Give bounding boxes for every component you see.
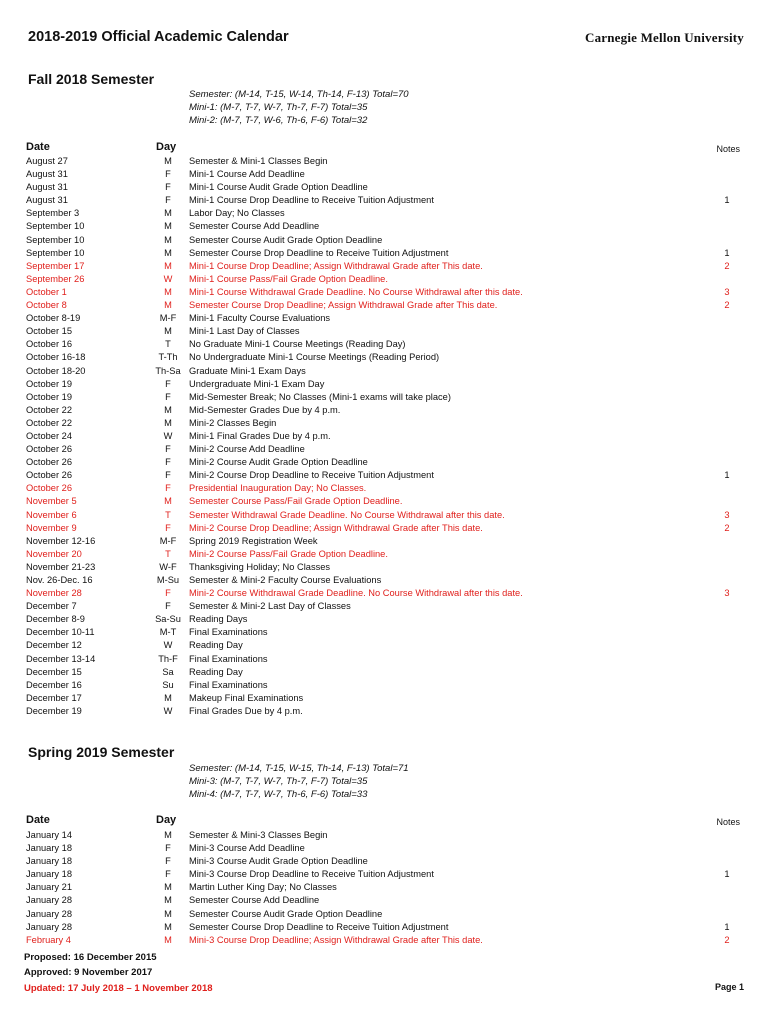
row-event: Mini-1 Course Add Deadline [189,169,305,180]
row-event: Mid-Semester Break; No Classes (Mini-1 exams will take place) [189,391,451,402]
row-note: 3 [724,509,730,520]
row-date: December 13-14 [26,653,96,664]
row-date: October 22 [26,417,72,428]
row-note: 2 [724,260,730,271]
row-event: Makeup Final Examinations [189,692,304,703]
row-event: Final Examinations [189,679,268,690]
row-date: January 21 [26,882,72,893]
table-row [0,312,768,325]
row-date: January 18 [26,843,72,854]
page-number: Page 1 [714,982,744,992]
table-row [0,639,768,652]
table-row [0,842,768,855]
row-date: January 14 [26,830,72,840]
fall-meta-mini-2: Mini-2: (M-7, T-7, W-6, Th-6, F-6) Total=32 [189,115,368,126]
row-date: December 12 [26,640,82,651]
table-row [0,456,768,469]
spring-notes-header: Notes [716,817,740,827]
row-event: Semester Course Drop Deadline; Assign Withdrawal Grade after This date. [189,300,498,311]
table-row [0,535,768,548]
row-date: October 26 [26,457,72,468]
proposed-date: Proposed: 16 December 2015 [24,952,157,963]
row-day: M [164,300,172,311]
row-date: November 5 [26,496,77,507]
row-event: Final Grades Due by 4 p.m. [189,705,303,716]
row-event: Mini-2 Classes Begin [189,417,277,428]
table-row [0,561,768,574]
row-date: November 20 [26,548,82,559]
table-row [0,194,768,207]
row-event: Mini-2 Course Add Deadline [189,444,305,455]
table-row [0,692,768,705]
row-day: M [164,326,172,337]
row-date: Nov. 26-Dec. 16 [26,575,93,585]
row-event: Reading Day [189,666,243,677]
row-date: December 17 [26,692,82,703]
row-day: F [165,169,171,180]
table-row [0,469,768,482]
row-day: F [165,869,171,880]
row-event: Semester Course Audit Grade Option Deadline [189,908,383,919]
spring-day-header: Day [156,814,177,826]
row-date: October 26 [26,483,72,494]
table-row [0,234,768,247]
row-event: Semester & Mini-1 Classes Begin [189,156,328,166]
table-row [0,155,768,168]
row-day: T [165,509,171,520]
row-date: August 31 [26,169,68,180]
table-row [0,391,768,404]
table-row [0,908,768,921]
row-day: F [165,182,171,193]
row-event: Mid-Semester Grades Due by 4 p.m. [189,404,341,415]
university-name: Carnegie Mellon University [584,30,744,45]
table-row [0,666,768,679]
row-event: Final Examinations [189,653,268,664]
row-day: M-F [159,313,177,324]
spring-date-header: Date [26,814,50,826]
row-date: October 18-20 [26,365,86,376]
row-date: October 24 [26,430,72,441]
row-date: January 28 [26,921,72,932]
row-date: December 8-9 [26,614,85,625]
row-date: November 12-16 [26,535,96,546]
table-row [0,600,768,613]
row-event: Mini-1 Final Grades Due by 4 p.m. [189,430,331,441]
row-event: Mini-1 Course Drop Deadline to Receive Tuition Adjustment [189,195,434,206]
row-event: Mini-3 Course Drop Deadline to Receive Tuition Adjustment [189,869,434,880]
table-row [0,482,768,495]
row-day: W [163,430,173,441]
row-event: Presidential Inauguration Day; No Classes. [189,483,367,494]
row-event: Semester Course Drop Deadline to Receive Tuition Adjustment [189,921,449,932]
fall-day-header: Day [156,141,177,153]
row-date: January 18 [26,856,72,867]
row-day: F [165,522,171,533]
fall-date-header: Date [26,141,50,153]
table-row [0,207,768,220]
fall-notes-header: Notes [716,144,740,154]
table-row [0,626,768,639]
row-day: M [164,417,172,428]
row-day: M [164,156,172,166]
table-row [0,325,768,338]
row-date: November 21-23 [26,561,96,572]
spring-meta-mini-3: Mini-3: (M-7, T-7, W-7, Th-7, F-7) Total=35 [189,776,368,787]
row-date: August 31 [26,195,68,206]
row-event: No Undergraduate Mini-1 Course Meetings (Reading Period) [189,352,440,363]
row-note: 1 [724,869,730,880]
row-date: November 28 [26,588,82,599]
row-day: M [164,921,172,932]
row-event: Mini-1 Last Day of Classes [189,326,300,337]
row-event: Semester Course Add Deadline [189,895,320,906]
row-event: Final Examinations [189,627,268,638]
table-row [0,705,768,718]
row-date: September 10 [26,247,85,258]
row-day: F [165,856,171,867]
row-date: January 28 [26,908,72,919]
table-row [0,855,768,868]
row-event: Mini-2 Course Drop Deadline; Assign Withdrawal Grade after This date. [189,522,483,533]
row-date: October 16 [26,339,72,350]
row-day: F [165,195,171,206]
row-day: M-F [159,535,177,546]
table-row [0,417,768,430]
row-event: Martin Luther King Day; No Classes [189,882,337,893]
fall-meta-mini-1: Mini-1: (M-7, T-7, W-7, Th-7, F-7) Total=35 [189,102,368,113]
row-note: 1 [724,921,730,932]
table-row [0,378,768,391]
table-row [0,260,768,273]
row-event: Mini-3 Course Add Deadline [189,843,305,854]
row-note: 2 [724,300,730,311]
row-note: 3 [724,588,730,599]
table-row [0,894,768,907]
row-day: T-Th [158,352,178,363]
row-day: M-T [159,627,177,638]
table-row [0,921,768,934]
table-row [0,587,768,600]
row-day: W [163,273,173,284]
row-event: Reading Days [189,614,248,625]
row-event: Mini-2 Course Withdrawal Grade Deadline. No Course Withdrawal after this date. [189,588,523,599]
table-row [0,286,768,299]
row-event: Thanksgiving Holiday; No Classes [189,561,331,572]
row-date: September 10 [26,221,85,232]
row-day: M [164,496,172,507]
row-day: Su [162,679,174,690]
row-day: M [164,895,172,906]
row-date: November 6 [26,509,77,520]
fall-semester-meta [189,88,409,127]
table-row [0,220,768,233]
row-day: M [164,208,172,219]
table-row [0,881,768,894]
row-day: M [164,286,172,297]
fall-calendar-table [0,155,768,718]
row-event: Semester Withdrawal Grade Deadline. No Course Withdrawal after this date. [189,509,505,520]
row-date: October 22 [26,404,72,415]
row-day: M [164,221,172,232]
table-row [0,338,768,351]
row-note: 2 [724,934,730,945]
row-date: October 8-19 [26,313,81,324]
row-date: September 17 [26,260,85,271]
row-event: Mini-1 Course Withdrawal Grade Deadline. No Course Withdrawal after this date. [189,286,523,297]
row-event: Semester & Mini-3 Classes Begin [189,830,328,840]
spring-meta-mini-4: Mini-4: (M-7, T-7, W-7, Th-6, F-6) Total=33 [189,789,368,800]
row-event: Mini-3 Course Drop Deadline; Assign Withdrawal Grade after This date. [189,934,483,945]
row-date: October 26 [26,444,72,455]
row-note: 1 [724,247,730,258]
row-date: September 3 [26,208,80,219]
row-day: M [164,830,172,840]
fall-meta-semester: Semester: (M-14, T-15, W-14, Th-14, F-13) Total=70 [189,89,409,100]
row-event: Mini-2 Course Drop Deadline to Receive Tuition Adjustment [189,470,434,481]
row-event: Semester Course Drop Deadline to Receive Tuition Adjustment [189,247,449,258]
table-row [0,181,768,194]
table-row [0,868,768,881]
row-event: Undergraduate Mini-1 Exam Day [189,378,325,389]
row-day: Sa-Su [155,614,181,625]
row-date: September 26 [26,273,85,284]
row-date: November 9 [26,522,77,533]
row-day: M-Su [156,575,180,585]
spring-semester-title: Spring 2019 Semester [28,744,175,760]
row-day: F [165,378,171,389]
table-row [0,443,768,456]
table-row [0,299,768,312]
row-date: October 1 [26,286,67,297]
row-day: W [163,640,173,651]
row-event: Mini-2 Course Pass/Fail Grade Option Deadline. [189,548,388,559]
row-note: 1 [724,195,730,206]
row-event: Mini-1 Course Pass/Fail Grade Option Deadline. [189,273,388,284]
row-day: F [165,483,171,494]
row-day: Th-Sa [155,365,181,376]
row-day: Th-F [158,653,178,664]
row-day: T [165,339,171,350]
table-row [0,548,768,561]
row-date: December 16 [26,679,82,690]
row-event: Semester Course Pass/Fail Grade Option Deadline. [189,496,403,507]
row-date: February 4 [26,934,71,945]
table-row [0,522,768,535]
row-event: Mini-3 Course Audit Grade Option Deadline [189,856,368,867]
row-day: W [163,705,173,716]
row-date: October 16-18 [26,352,86,363]
table-row [0,829,768,842]
row-day: Sa [162,666,174,677]
row-day: T [165,548,171,559]
document-title: 2018-2019 Official Academic Calendar [28,29,289,45]
row-date: December 15 [26,666,82,677]
table-row [0,653,768,666]
row-event: Graduate Mini-1 Exam Days [189,365,306,376]
row-event: Spring 2019 Registration Week [189,535,318,546]
row-day: F [165,843,171,854]
row-note: 3 [724,286,730,297]
row-date: January 18 [26,869,72,880]
row-date: August 31 [26,182,68,193]
row-day: M [164,934,172,945]
row-event: Mini-1 Course Audit Grade Option Deadline [189,182,368,193]
table-row [0,365,768,378]
row-day: F [165,391,171,402]
row-event: Reading Day [189,640,243,651]
row-day: M [164,882,172,893]
table-row [0,247,768,260]
table-row [0,351,768,364]
approved-date: Approved: 9 November 2017 [24,967,153,978]
row-day: M [164,260,172,271]
row-day: F [165,601,171,612]
row-event: Mini-2 Course Audit Grade Option Deadline [189,457,368,468]
row-date: October 26 [26,470,72,481]
row-event: Mini-1 Faculty Course Evaluations [189,313,331,324]
row-date: October 15 [26,326,72,337]
table-row [0,273,768,286]
row-event: Mini-1 Course Drop Deadline; Assign Withdrawal Grade after This date. [189,260,483,271]
row-date: August 27 [26,156,68,166]
table-row [0,613,768,626]
updated-date: Updated: 17 July 2018 – 1 November 2018 [24,983,213,994]
row-day: M [164,908,172,919]
spring-semester-meta [189,762,409,801]
row-day: F [165,588,171,599]
row-day: M [164,404,172,415]
row-date: October 8 [26,300,67,311]
fall-semester-title: Fall 2018 Semester [28,71,155,87]
row-date: December 10-11 [26,627,95,638]
row-date: October 19 [26,378,72,389]
row-day: F [165,470,171,481]
row-day: M [164,234,172,245]
row-event: No Graduate Mini-1 Course Meetings (Reading Day) [189,339,406,350]
row-day: M [164,247,172,258]
row-event: Semester & Mini-2 Last Day of Classes [189,601,351,612]
spring-calendar-table [0,829,768,947]
spring-meta-semester: Semester: (M-14, T-15, W-15, Th-14, F-13) Total=71 [189,763,409,774]
table-row [0,574,768,587]
row-note: 1 [724,470,730,481]
row-day: F [165,457,171,468]
row-date: January 28 [26,895,72,906]
table-row [0,934,768,947]
row-day: F [165,444,171,455]
table-row [0,509,768,522]
row-date: December 7 [26,601,77,612]
row-date: December 19 [26,705,82,716]
row-event: Semester Course Add Deadline [189,221,320,232]
row-event: Semester & Mini-2 Faculty Course Evaluations [189,575,382,585]
row-date: October 19 [26,391,72,402]
row-day: W-F [159,561,177,572]
row-date: September 10 [26,234,85,245]
table-row [0,404,768,417]
table-row [0,168,768,181]
row-event: Semester Course Audit Grade Option Deadline [189,234,383,245]
row-note: 2 [724,522,730,533]
row-day: M [164,692,172,703]
table-row [0,495,768,508]
table-row [0,430,768,443]
table-row [0,679,768,692]
row-event: Labor Day; No Classes [189,208,285,219]
